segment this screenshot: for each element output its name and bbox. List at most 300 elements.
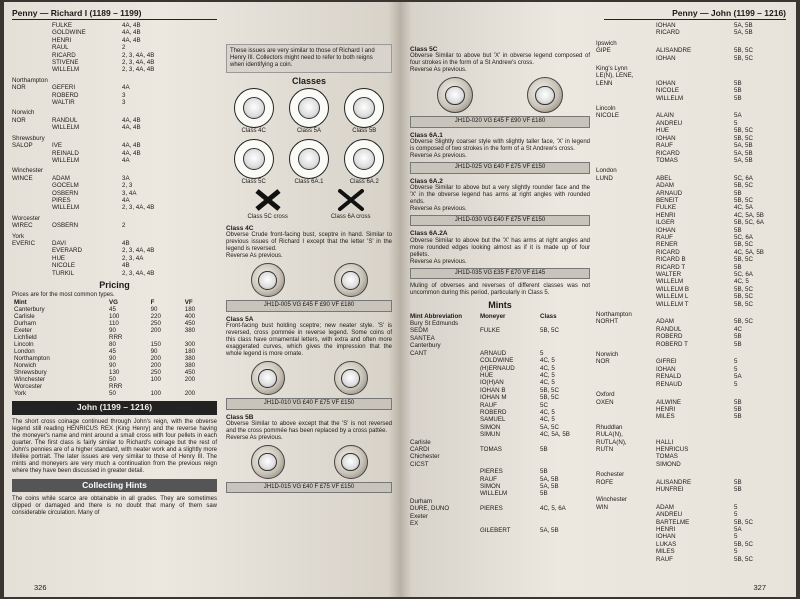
mint-abbreviation [12,92,52,99]
list-item [596,504,786,511]
list-item [596,358,786,365]
table-row [12,327,217,334]
list-item [596,556,786,563]
mint-name: Northampton [12,76,48,84]
pricing-intro: Prices are for the most common types. [12,292,115,299]
mint-abbreviation: CARDI [410,445,430,453]
table-cell: 380 [184,327,196,335]
class-list: 5B, 5C [734,127,753,135]
table-cell: 100 [150,390,161,398]
class-list: 5B [734,79,742,87]
list-item [12,240,217,247]
mint-name: Durham [410,497,433,505]
list-item [596,142,786,149]
moneyer-name: ADAM [656,182,674,190]
class-list [734,446,786,453]
list-item [596,278,786,285]
class-list: 2, 3, 4A, 4B [122,59,155,67]
mint-name: Lincoln [596,105,616,113]
mint-abbreviation: WIREC [12,222,33,230]
mint-abbreviation [12,197,52,204]
moneyer-name: RICARD [52,51,76,59]
book-spread [4,2,796,597]
mint-abbreviation [410,409,480,416]
class-5a-obverse: Front-facing bust holding sceptre; new neater style. 'S' is reversed, cross pommée in reverse legend. Some coins of this class have ornamental letters, with extra and often more exaggerated curves, which gives the impression that the whole legend is more ornate. [226,323,392,358]
mint-abbreviation [596,533,656,540]
table-cell: 200 [184,390,196,398]
mint-abbreviation [12,44,52,51]
class-5b-photos [226,445,392,479]
class-6a2a-reverse: Reverse As previous. [410,258,467,265]
mint-abbreviation [596,541,656,548]
moneyer-name: LUKAS [656,540,677,548]
class-5c-title: Class 5C [410,46,438,53]
moneyer-name: PIRES [52,196,71,204]
class-list: 5B, 5C [734,285,753,293]
st-andrew-cross-icon [255,189,281,211]
class-list: 5B, 5C [734,54,753,62]
moneyer-name: WILLELM [52,124,80,132]
moneyer-name: ROBERD [52,91,79,99]
table-cell: 130 [109,369,120,377]
john-banner: John (1199 – 1216) [12,401,217,414]
list-item [410,431,590,438]
class-5b-title: Class 5B [226,413,254,421]
list-item [596,399,786,406]
table-cell: Northampton [14,355,50,363]
class-6a2-title: Class 6A.2 [410,177,443,185]
moneyer-name: IO(H)AN [480,379,504,387]
list-item [596,234,786,241]
moneyer-name: RAUF [656,233,673,241]
moneyer-name: ARNAUD [656,189,683,197]
table-cell [149,383,183,390]
mint-abbreviation [596,212,656,219]
table-row [12,341,217,348]
class-list: 5B, 5C [734,518,753,526]
table-cell: 200 [150,355,161,363]
class-list: 5A, 5B [734,142,753,150]
table-cell: 200 [184,376,196,384]
moneyer-name: AILWINE [656,398,681,406]
mint-name: Worcester [12,214,41,222]
moneyer-name: RAUF [480,475,497,483]
moneyer-name: RICARD [656,29,680,37]
class-list: 5B, 5C [734,134,753,142]
moneyer-name: RANDUL [52,116,78,124]
moneyer-name: RAUF [656,555,673,563]
moneyer-name: HUNFREI [656,485,684,493]
cross-drawings-row [226,189,392,221]
collecting-hints-banner: Collecting Hints [12,479,217,492]
class-list: 5B [734,405,742,413]
mint-abbreviation: NOR [596,358,610,366]
table-cell: 45 [109,348,116,356]
moneyer-name: IVE [52,142,62,150]
moneyer-name: RAUF [656,142,673,150]
list-item [12,182,217,189]
class-caption: Class 5C [241,178,266,185]
class-5b-reverse: Reverse As previous. [226,435,283,442]
class-list: 4B [122,262,130,270]
class-5b-price: JH1D-015 VG £40 F £75 VF £150 [226,482,392,493]
mint-abbreviation [596,87,656,94]
list-item [596,256,786,263]
moneyer-name: WILLELM [480,490,508,498]
mint-abbreviation: RUTLA(N), [596,438,627,446]
class-list: 3 [122,99,126,107]
class-list: 5 [734,548,738,556]
moneyer-name: WILLELM [656,278,684,286]
mint-abbreviation [596,264,656,271]
class-list: 5A, 5B [734,156,753,164]
class-list: 5 [734,358,738,366]
moneyer-name: ALISANDRE [656,478,692,486]
list-item [596,413,786,420]
class-6a2a-price: JH1D-035 VG £35 F £70 VF £145 [410,268,590,279]
moneyer-name: BARTELME [656,518,690,526]
class-list: 5B, 5C [734,293,753,301]
mint-name: York [12,232,25,240]
mint-abbreviation [12,204,52,211]
right-page [400,2,796,597]
table-cell: 180 [184,348,196,356]
moneyer-name: WILLELM [52,156,80,164]
mint-abbreviation [596,511,656,518]
class-drawings-row-2 [226,139,392,186]
table-row [12,334,217,341]
class-6a1-reverse: Reverse As previous. [410,153,467,160]
list-item [596,264,786,271]
pricing-title: Pricing [99,280,130,290]
list-item [596,431,786,438]
moneyer-name [656,431,734,438]
table-row [12,320,217,327]
moneyer-name: HENRI [656,211,676,219]
moneyer-name: IOHAN [656,365,676,373]
list-item [12,29,217,36]
class-list: 5B [734,340,742,348]
class-list: 5B, 5C [540,386,559,394]
table-row [12,306,217,313]
class-list: 4A [122,84,130,92]
moneyer-name: WILLELM L [656,293,689,301]
moneyer-name: HALLI [656,438,674,446]
list-item [12,255,217,262]
list-item [12,142,217,149]
class-4c-reverse: Reverse As previous. [226,253,283,260]
moneyer-name: ALISANDRE [656,47,692,55]
mints-header [410,313,590,320]
class-list: 5A, 5C [540,423,559,431]
moneyer-name [480,335,540,342]
right-running-head: Penny — John (1199 – 1216) [604,8,786,20]
list-item [596,479,786,486]
class-list: 5A, 5B [540,475,559,483]
class-list [734,439,786,446]
list-item [410,490,590,497]
moneyer-name: FULKE [656,204,676,212]
moneyer-name: ROBERD T [656,340,688,348]
class-5a-title: Class 5A [226,315,254,323]
mint-abbreviation [596,190,656,197]
list-item [596,533,786,540]
list-item [596,373,786,380]
class-list: 5B, 5C [734,182,753,190]
list-item [410,461,590,468]
list-item [596,333,786,340]
mint-name: King's Lynn [596,65,628,73]
moneyer-name: RENALD [656,373,682,381]
class-list: 4A [122,156,130,164]
class-list: 4C, 5A, 5B [540,431,570,439]
class-list: 5B, 5C [734,47,753,55]
mint-name: Rhuddlan [596,423,623,431]
column-header: Class [540,312,557,320]
mint-abbreviation [12,270,52,277]
table-row [12,362,217,369]
mint-abbreviation [12,29,52,36]
mint-name: Norwich [596,351,619,359]
list-item [12,262,217,269]
table-cell [149,334,183,341]
class-6a2a-title: Class 6A.2A [410,230,448,238]
moneyer-name: GIFREI [656,358,677,366]
mint-abbreviation [596,413,656,420]
mint-name: Norwich [12,109,35,117]
moneyer-name: SIMON [480,483,501,490]
list-item [410,394,590,401]
list-item [12,204,217,211]
list-item [596,112,786,119]
table-cell: RRR [109,334,123,342]
moneyer-name: ROBERD [656,333,683,341]
mint-name: Carlisle [410,438,431,446]
mint-abbreviation: WINCE [12,174,33,182]
moneyer-name: BENEIT [656,196,679,204]
list-item [596,318,786,325]
list-item [596,241,786,248]
class-list: 2, 3, 4A, 4B [122,204,155,212]
mint-abbreviation [596,526,656,533]
mint-abbreviation [12,157,52,164]
cross-caption: Class 5C cross [247,213,288,220]
class-6a1-drawing [289,139,329,179]
list-item [596,87,786,94]
class-list: 4A, 4B [122,29,141,37]
class-caption: Class 6A.1 [294,178,324,185]
mint-abbreviation [596,249,656,256]
mint-abbreviation [596,157,656,164]
coin-obverse-photo [437,77,473,113]
cross-caption: Class 6A cross [330,213,371,220]
list-item [596,219,786,226]
moneyer-name: TURKIL [52,269,75,277]
list-item [410,387,590,394]
mint-abbreviation [12,52,52,59]
list-item [12,84,217,91]
table-cell: RRR [109,383,123,391]
coin-reverse-photo [334,361,368,395]
moneyer-name: GEFERI [52,84,76,92]
moneyer-name: HUE [480,371,494,379]
class-list: 5B [734,398,742,406]
mint-abbreviation [596,142,656,149]
list-item [596,135,786,142]
class-list: 5B [734,478,742,486]
class-list: 5B [734,485,742,493]
class-list: 4A, 4B [122,142,141,150]
mint-abbreviation [596,227,656,234]
list-item [596,366,786,373]
moneyer-name [656,72,734,79]
mint-abbreviation [596,453,656,460]
class-list: 4C, 5 [540,364,555,372]
class-6a2a-obverse: Obverse Similar to above but the 'X' has arms at right angles and more rounded edges looking almost as if it is made up of four pellets. [410,237,590,258]
mint-abbreviation: SANTEA [410,334,435,342]
mint-abbreviation [410,365,480,372]
class-list: 4A, 4B [122,124,141,132]
list-item [596,95,786,102]
class-list: 4C, 5A [734,204,753,212]
moneyer-name: IOHAN [656,79,676,87]
list-item [596,120,786,127]
coin-obverse-photo [251,361,285,395]
mint-name: Exeter [410,512,428,520]
moneyer-name: RICARD [656,149,680,157]
list-item [12,247,217,254]
moneyer-name: SIMUN [480,431,500,439]
list-item [410,379,590,386]
table-cell: 50 [109,376,116,384]
class-5c-drawing [234,139,274,179]
moneyer-name: FULKE [52,22,72,29]
class-6a1-obverse: Obverse Slightly coarser style with slightly taller face, 'X' in legend is composed of two strokes in the form of a St Andrew's cross. [410,139,590,153]
mint-abbreviation [410,468,480,475]
mint-abbreviation [12,22,52,29]
mint-abbreviation [410,527,480,534]
list-item [596,227,786,234]
coin-obverse-photo [251,445,285,479]
moneyer-name: WILLELM [656,94,684,102]
mint-abbreviation [596,286,656,293]
list-item [410,416,590,423]
mint-abbreviation [596,548,656,555]
mint-abbreviation: ROFE [596,478,614,486]
list-item [596,22,786,29]
coin-obverse-photo [251,263,285,297]
mint-abbreviation [12,247,52,254]
list-item [596,127,786,134]
moneyer-name: RANDUL [656,325,682,333]
class-list: 4C, 5 [540,371,555,379]
moneyer-name: GOCELM [52,182,79,190]
list-item [596,190,786,197]
class-list: 2 [122,222,126,230]
mint-abbreviation: GIPE [596,47,611,55]
list-item [410,402,590,409]
table-cell: London [14,348,35,356]
moneyer-list [12,22,217,74]
list-item [410,424,590,431]
table-cell: 180 [184,306,196,314]
class-list [734,431,786,438]
list-item [596,212,786,219]
mint-abbreviation [12,59,52,66]
moneyer-name: TOMAS [656,156,678,164]
list-item [596,182,786,189]
moneyer-name: HENRI [52,36,72,44]
list-item [12,197,217,204]
mint-abbreviation: DURE, DUNO [410,505,450,513]
mint-abbreviation [596,366,656,373]
moneyer-name: DAVI [52,239,66,247]
class-4c-drawing [234,88,274,128]
class-list: 5B [734,94,742,102]
list-item [596,341,786,348]
mint-abbreviation [12,66,52,73]
table-row [12,313,217,320]
list-item [410,409,590,416]
class-list: 5B, 5C, 6A [734,219,764,227]
list-item [596,381,786,388]
class-list: 2, 3, 4A, 4B [122,51,155,59]
list-item [410,476,590,483]
mint-abbreviation [410,402,480,409]
mint-abbreviation [410,476,480,483]
class-list [540,335,590,342]
class-list: 5B, 5C [734,318,753,326]
table-cell: 150 [150,341,161,349]
list-item [12,59,217,66]
table-cell: Winchester [14,376,45,384]
table-cell: Lincoln [14,341,34,349]
class-list: 5B [734,333,742,341]
class-list: 4C, 5, 6A [540,505,566,513]
mint-abbreviation [12,182,52,189]
class-6a2-obverse: Obverse Similar to above but a very slightly rounder face and the 'X' in the obverse legend has arms at right angles with rounded ends. [410,185,590,206]
mint-abbreviation: EX [410,520,419,528]
class-5c-obverse: Obverse Similar to above but 'X' in obverse legend composed of four strokes in the form of a St Andrew's cross. [410,53,590,67]
class-list: 5C, 6A [734,233,753,241]
column-header: VF [184,299,193,307]
class-list: 4A [122,196,130,204]
moneyer-name: HENRICUS [656,445,689,453]
mint-name: Winchester [12,167,43,175]
mint-abbreviation: SEDM [410,327,428,335]
table-cell: 250 [150,369,161,377]
moneyer-name: WALTIR [52,99,75,107]
list-item [12,124,217,131]
mint-abbreviation [596,219,656,226]
list-item [596,286,786,293]
moneyer-name: WILLELM [52,66,80,74]
mint-abbreviation [410,431,480,438]
classes-title: Classes [291,76,327,86]
mint-abbreviation [596,519,656,526]
moneyer-name: GOLDWINE [52,29,86,37]
mint-abbreviation: EVERIC [12,239,36,247]
table-cell: Carlisle [14,313,35,321]
table-cell [183,383,217,390]
list-item [596,326,786,333]
class-list: 5B [734,189,742,197]
mint-abbreviation [596,326,656,333]
mint-abbreviation [12,255,52,262]
mint-name: Rochester [596,471,625,479]
table-cell: 100 [150,376,161,384]
moneyer-name: IOHAN M [480,394,507,402]
